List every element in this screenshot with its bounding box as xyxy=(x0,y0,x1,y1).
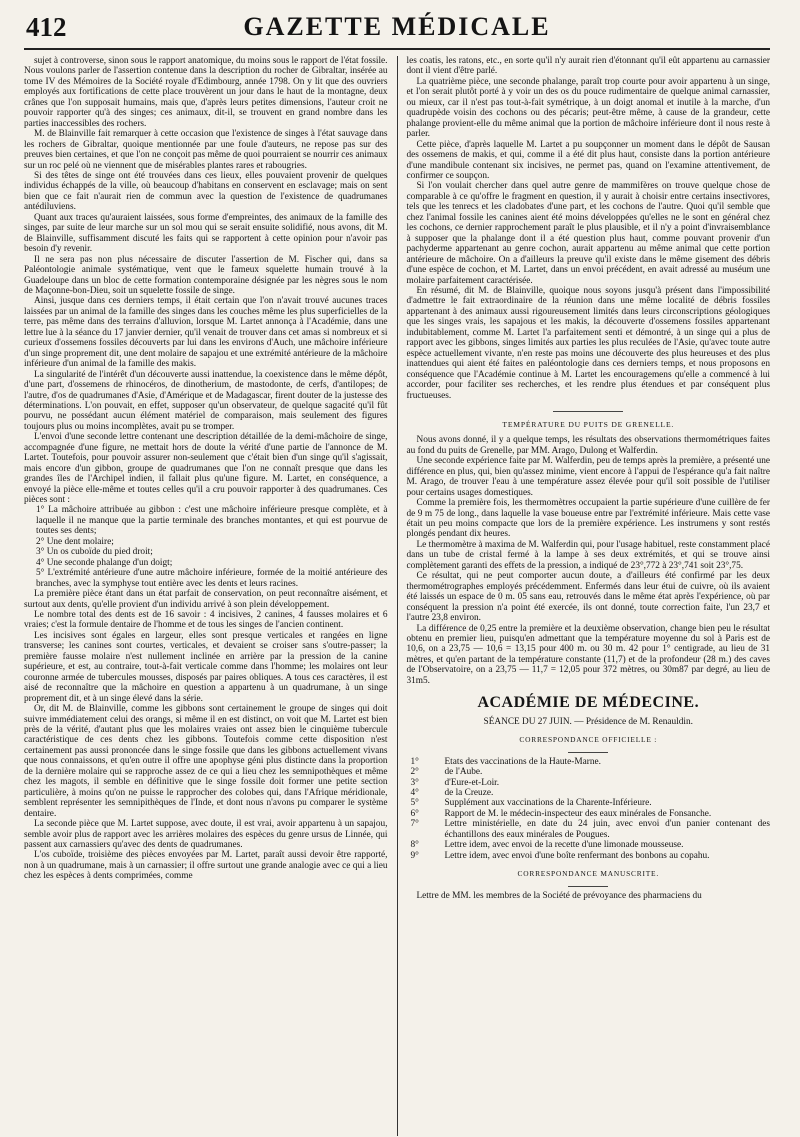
item-text: Lettre idem, avec envoi d'une boîte renfermant des bonbons au copahu. xyxy=(444,850,710,861)
item-text: Lettre idem, avec envoi de la recette d'une limonade mousseuse. xyxy=(444,840,684,851)
paragraph: Le nombre total des dents est de 16 savoir : 4 incisives, 2 canines, 4 fausses molaires et 6 vraies; c'est la formule dentaire de l'homme et de tous les singes de l'ancien continent. xyxy=(24,610,388,631)
item-text: de l'Aube. xyxy=(444,767,483,778)
item-number: 5° xyxy=(410,798,419,809)
paragraph: L'os cuboïde, troisième des pièces envoyées par M. Lartet, paraît aussi devoir être rapporté, non à un quadrumane, mais à un carnassier; il offre surtout une grande analogie avec ce qui a lieu chez les espèces à dents comprimées, comme xyxy=(24,850,388,882)
list-item: 3° Un os cuboïde du pied droit; xyxy=(36,547,153,558)
paragraph: Si l'on voulait chercher dans quel autre genre de mammifères on trouve quelque chose de comparable à ce qu'offre le fragment en question, il y aurait à choisir entre certains insectivores, tels que les tenrecs et les cladobates d'une part, et les cochons de l'autre. Quoi qu'il semble que chez l'animal fossile les canines aient été moins développées qu'elles ne le sont en général chez les cochons, ce dernier rapprochement paraît le plus plausible, et il n'y a point d'invraisemblance à supposer que la phalange dont il a été question plus haut, comme pouvant provenir d'un pachyderme appartenant au genre cochon, aurait appartenu au même animal que cette portion antérieure de mâchoire. On a d'ailleurs la preuve qu'il existe dans le même gisement des débris d'une espèce de cochon, et M. Lartet, dans un envoi précédent, en avait adressé au muséum une molaire parfaitement caractérisée. xyxy=(406,181,770,286)
list-item: 1° La mâchoire attribuée au gibbon : c'est une mâchoire inférieure presque complète, et à laquelle il ne manque que la partie terminale des branches montantes, et qui est pourvue de toutes ses dents; xyxy=(36,505,388,537)
right-column xyxy=(398,56,771,1136)
paragraph: La quatrième pièce, une seconde phalange, paraît trop courte pour avoir appartenu à un singe, et l'on serait plutôt porté à y voir un des os du pouce rudimentaire de quelque animal carnassier, ou mieux, car il n'est pas tout-à-fait symétrique, à un doigt anomal et inutile à la marche, d'un quadrupède voisin des cochons ou des pécaris; peut-être même, à cause de la grandeur, cette phalange provient-elle du même animal que la portion de mâchoire inférieure dont il nous reste à parler. xyxy=(406,76,770,140)
item-number: 9° xyxy=(410,850,419,861)
item-number: 4° xyxy=(410,788,419,798)
temperature-section-heading: TEMPÉRATURE DU PUITS DE GRENELLE. xyxy=(407,411,771,430)
correspondence-item xyxy=(407,819,771,840)
page-number: 412 xyxy=(26,12,67,42)
paragraph: Cette pièce, d'après laquelle M. Lartet a pu soupçonner un moment dans le dépôt de Sausan des ossemens de makis, et qui, comme il a été dit plus haut, consiste dans la portion antérieure d'une mandibule contenant six incisives, ne permet pas, quand on l'examine attentivement, de confirmer ce soupçon. xyxy=(406,139,770,181)
left-column xyxy=(24,56,397,1136)
paragraph: Nous avons donné, il y a quelque temps, les résultats des observations thermométriques faites au fond du puits de Grenelle, par MM. Arago, Dulong et Walferdin. xyxy=(406,435,770,456)
paragraph: La différence de 0,25 entre la première et la deuxième observation, change bien peu le résultat obtenu en premier lieu, puisqu'en admettant que la température moyenne du sol à Paris est de 10,6, on a 23,75 — 10,6 = 13,15 pour 400 m. ou 30 m. 42 pour 1° centigrade, au lieu de 31 mètres, et qu'en partant de la température constante (11,7) et de la profondeur (28 m.) des caves de l'Observatoire, on a 23,75 — 11,7 = 12,05 pour 372 mètres, ou 30m87 par degré, au lieu de 31m5. xyxy=(406,623,770,686)
blainville-report-continued xyxy=(407,56,771,401)
temperature-section-body xyxy=(407,435,771,686)
correspondence-item xyxy=(407,809,771,819)
paragraph: Si des têtes de singe ont été trouvées dans ces lieux, elles pouvaient provenir de quelques individus échappés de la ville, où beaucoup d'habitans en conservent en esclavage; mais on sent bien que ce fait n'aurait rien de commun avec la question de l'existence de quadrumanes antédiluviens. xyxy=(24,170,388,213)
item-number: 1° xyxy=(410,756,419,767)
academy-section-title: ACADÉMIE DE MÉDECINE. xyxy=(477,694,700,712)
paragraph: Une seconde expérience faite par M. Walferdin, peu de temps après la première, a présenté une différence en plus, qui, bien qu'assez minime, vient encore à l'appui de l'espérance qu'a fait naître M. Arago, de trouver l'eau à une température assez élevée pour qu'il soit possible de l'utiliser pour certains usages domestiques. xyxy=(406,456,770,498)
correspondence-item xyxy=(407,798,771,808)
paragraph: En résumé, dit M. de Blainville, quoique nous soyons jusqu'à présent dans l'impossibilité d'admettre le fait extraordinaire de la réunion dans une même localité de débris fossiles appartenant à des animaux aussi rigoureusement limités dans leurs circonscriptions géologiques que les singes vrais, les sapajous et les makis, la découverte d'ossemens fossiles appartenant indubitablement, comme M. Lartet l'a parfaitement senti et démontré, à un singe qui a plus de rapport avec les gibbons, singes limités aux parties les plus reculées de l'Asie, qu'avec toute autre espèce actuellement vivante, n'en reste pas moins une découverte des plus heureuses et des plus inattendues qui aient été faites en paléontologie dans ces derniers temps, et nous proposons en conséquence que l'Académie continue à M. Lartet les encouragemens qu'elle a commencé à lui accorder, pour faciliter ses recherches, et les rendre plus étendues et par conséquent plus fructueuses. xyxy=(406,285,770,401)
manuscript-correspondence-heading: CORRESPONDANCE MANUSCRITE. xyxy=(407,869,771,886)
paragraph: L'envoi d'une seconde lettre contenant une description détaillée de la demi-mâchoire de singe, accompagnée d'une figure, ne mettait hors de doute la vérité d'une partie de l'annonce de M. Lartet. Toutefois, pour pouvoir assurer non-seulement que c'était bien d'un singe qu'il s'agissait, mais encore d'un gibbon, groupe de quadrumanes que l'on ne connaît presque que dans les grandes îles de l'Archipel indien, il fallait plus qu'une figure. M. Lartet, en conséquence, a envoyé la pièce elle-même et toutes celles qu'il a cru pouvoir rapporter à des quadrumanes. Ces pièces sont : xyxy=(24,432,388,506)
item-text: d'Eure-et-Loir. xyxy=(444,777,500,788)
article-columns xyxy=(24,56,770,1136)
paragraph: Ainsi, jusque dans ces derniers temps, il était certain que l'on n'avait trouvé aucunes traces laissées par un animal de la famille des singes dans les couches même les plus superficielles de la terre, pas même dans des terrains d'alluvion, lorsque M. Lartet annonça à l'Académie, dans une lettre lue à la séance du 17 janvier dernier, qu'il venait de trouver dans cet amas si nombreux et si curieux d'ossemens fossiles découverts par lui dans les environs d'Auch, une mâchoire inférieure d'un singe proprement dit, une dent molaire de sapajou et une extrémité antérieure de la mâchoire inférieure d'un animal de la famille des makis. xyxy=(24,296,388,370)
item-number: 8° xyxy=(410,840,419,851)
item-text: Lettre ministérielle, en date du 24 juin, avec envoi d'un panier contenant des échantillons des eaux minérales de Pougues. xyxy=(444,819,770,840)
list-item: 5° L'extrémité antérieure d'une autre mâchoire inférieure, formée de la moitié antérieure des branches, avec la symphyse tout entière avec les dents et leurs racines. xyxy=(36,568,388,589)
list-item: 2° Une dent molaire; xyxy=(36,536,114,547)
correspondence-item xyxy=(407,788,771,798)
official-correspondence-list xyxy=(407,757,771,862)
paragraph: La première pièce étant dans un état parfait de conservation, on peut reconnaître aisément, et surtout aux dents, qu'elle provient d'un individu arrivé à son plein développement. xyxy=(24,589,388,610)
correspondence-item xyxy=(407,840,771,850)
item-number: 7° xyxy=(410,819,419,830)
item-text: de la Creuze. xyxy=(444,788,494,798)
item-number: 2° xyxy=(410,767,419,778)
paragraph: Quant aux traces qu'auraient laissées, sous forme d'empreintes, des animaux de la famille des singes, par suite de leur marche sur un sol mou qui se serait ensuite solidifié, nous avons, dit M. de Blainville, suffisamment discuté les faits qui se rapportent à cette opinion pour n'avoir pas besoin d'y revenir. xyxy=(24,212,388,255)
paragraph: Ce résultat, qui ne peut comporter aucun doute, a d'ailleurs été confirmé par les deux thermométrographes employés précédemment. Enfermés dans leur étui de cuivre, où ils avaient été laissés un espace de 0 m. 05 sans eau, retrouvés dans le même état après l'expérience, où par conséquent la pression n'a point été exercée, ils ont donné, toute correction faite, l'un 23,7 et l'autre 23,8 environ. xyxy=(406,571,770,624)
paragraph: Comme la première fois, les thermomètres occupaient la partie supérieure d'une cuillère de fer de 9 m 75 de long., dans laquelle la vase boueuse entre par l'extrémité inférieure. Mais cette vase était un peu moins compacte que lors de la première expérience. Les instrumens y sont restés plongés pendant dix heures. xyxy=(406,498,770,540)
item-text: Rapport de M. le médecin-inspecteur des eaux minérales de Fonsanche. xyxy=(444,808,712,819)
correspondence-item xyxy=(407,778,771,788)
journal-title: GAZETTE MÉDICALE xyxy=(243,12,551,41)
paragraph: sujet à controverse, sinon sous le rapport anatomique, du moins sous le rapport de l'état fossile. Nous voulons parler de l'assertion contenue dans la description du rocher de Gibraltar, insérée au tome IV des Mémoires de la Société royale d'Edimbourg, année 1798. On y lit que des ouvriers employés aux fortifications de cette place trouvèrent un jour dans le haut de la montagne, deux crânes que l'on supposait humains, mais que, d'après leurs petites dimensions, l'auteur croit ne pouvoir rapporter qu'à des singes; ces animaux, dit-il, se trouvent en grand nombre dans les parties inaccessibles des rochers. xyxy=(24,56,388,129)
paragraph: La seconde pièce que M. Lartet suppose, avec doute, il est vrai, avoir appartenu à un sapajou, semble avoir plus de rapport avec les arrières molaires des espèces du genre ursus de Linnée, qui passent aux carnassiers qu'avec des dents de quadrumanes. xyxy=(24,819,388,850)
paragraph: Les incisives sont égales en largeur, elles sont presque verticales et rangées en ligne transverse; les canines sont courtes, verticales, et devaient se croiser sans s'outre-passer; la première fausse molaire n'est nullement inclinée en arrière par la pression de la canine supérieure, et est, au contraire, tout-à-fait verticale comme dans l'homme; les molaires ont leur couronne armée de tubercules mousses, disposés par paires obliques. A tous ces caractères, il est aisé de reconnaître que la mâchoire en question a appartenu à un quadrumane, à un singe proprement dit, et à un singe élevé dans la série. xyxy=(24,630,388,704)
correspondence-item xyxy=(407,851,771,861)
paragraph: Or, dit M. de Blainville, comme les gibbons sont certainement le groupe de singes qui doit suivre immédiatement celui des orangs, si même il en est distinct, on voit que M. Lartet est bien près de la vérité, d'autant plus que les molaires vraies ont assez bien le cinquième tubercule caractéristique de ces dents chez les gibbons. Toutefois comme cette disposition n'est certainement pas aussi prononcée dans le singe fossile que dans les gibbons actuellement vivans que nous connaissons, et qu'en outre il offre une apophyse géni plus distincte dans la proportion de la dernière molaire qui se rapproche assez de ce qui a lieu chez les semnipothèques et même chez les magots, il semble en définitive que le singe fossile doit former une petite section particulière, à moins qu'on ne puisse le rapprocher des colobes qui, dans l'Afrique méridionale, semblent représenter les semnipithèques de l'Inde, et dont nous n'avons pu comparer le système dentaire. xyxy=(24,704,388,819)
item-number: 3° xyxy=(410,777,419,788)
item-number: 6° xyxy=(410,808,419,819)
paragraph: Le thermomètre à maxima de M. Walferdin qui, pour l'usage habituel, reste constamment placé dans un tube de cristal fermé à la lampe à ses deux extrémités, et qui se trouve ainsi complètement garanti des effets de la pression, a indiqué de 23°,772 à 23°,741 soit 23°,75. xyxy=(406,539,770,571)
paragraph: les coatis, les ratons, etc., en sorte qu'il n'y aurait rien d'étonnant qu'il eût appartenu au carnassier dont il vient d'être parlé. xyxy=(406,56,770,77)
list-item: 4° Une seconde phalange d'un doigt; xyxy=(36,557,173,568)
seance-line: SÉANCE DU 27 JUIN. — Présidence de M. Renauldin. xyxy=(483,716,693,727)
correspondence-item xyxy=(407,757,771,767)
item-text: Supplément aux vaccinations de la Charente-Inférieure. xyxy=(444,798,652,809)
manuscript-correspondence-text: Lettre de MM. les membres de la Société de prévoyance des pharmaciens du xyxy=(416,890,702,901)
item-text: Etats des vaccinations de la Haute-Marne. xyxy=(444,756,601,767)
paragraph: La singularité de l'intérêt d'un découverte aussi inattendue, la coexistence dans le même dépôt, d'une part, d'ossemens de rhinocéros, de dinotherium, de mastodonte, de cerfs, d'antilopes; de l'autre, d'os de quadrumanes d'Asie, d'Amérique et de Madagascar, firent douter de la justesse des déterminations. L'on pouvait, en effet, supposer qu'un observateur, de quelque sagacité qu'il fût pourvu, ne possédant aucun élément matériel de comparaison, mais seulement des figures toujours plus ou moins incomplètes, avait pu se tromper. xyxy=(24,369,388,432)
official-correspondence-heading: CORRESPONDANCE OFFICIELLE : xyxy=(407,735,771,752)
paragraph: M. de Blainville fait remarquer à cette occasion que l'existence de singes à l'état sauvage dans les rochers de Gibraltar, quoique mentionnée par une foule d'auteurs, ne repose pas sur des preuves bien certaines, et que l'on ne conçoit pas même de quoi pourraient se nourrir ces animaux sur un roc pelé où ne viennent que de misérables plantes rares et rabougries. xyxy=(24,129,388,171)
correspondence-item xyxy=(407,767,771,777)
paragraph: Il ne sera pas non plus nécessaire de discuter l'assertion de M. Fischer qui, dans sa Paléontologie animale systématique, vent que le fameux squelette humain trouvé à la Guadeloupe dans un bloc de cette formation contemporaine désignée par les nègres sous le nom de Maçonne-bon-Dieu, soit un squelette fossile de singe. xyxy=(24,254,388,296)
masthead xyxy=(24,8,770,50)
